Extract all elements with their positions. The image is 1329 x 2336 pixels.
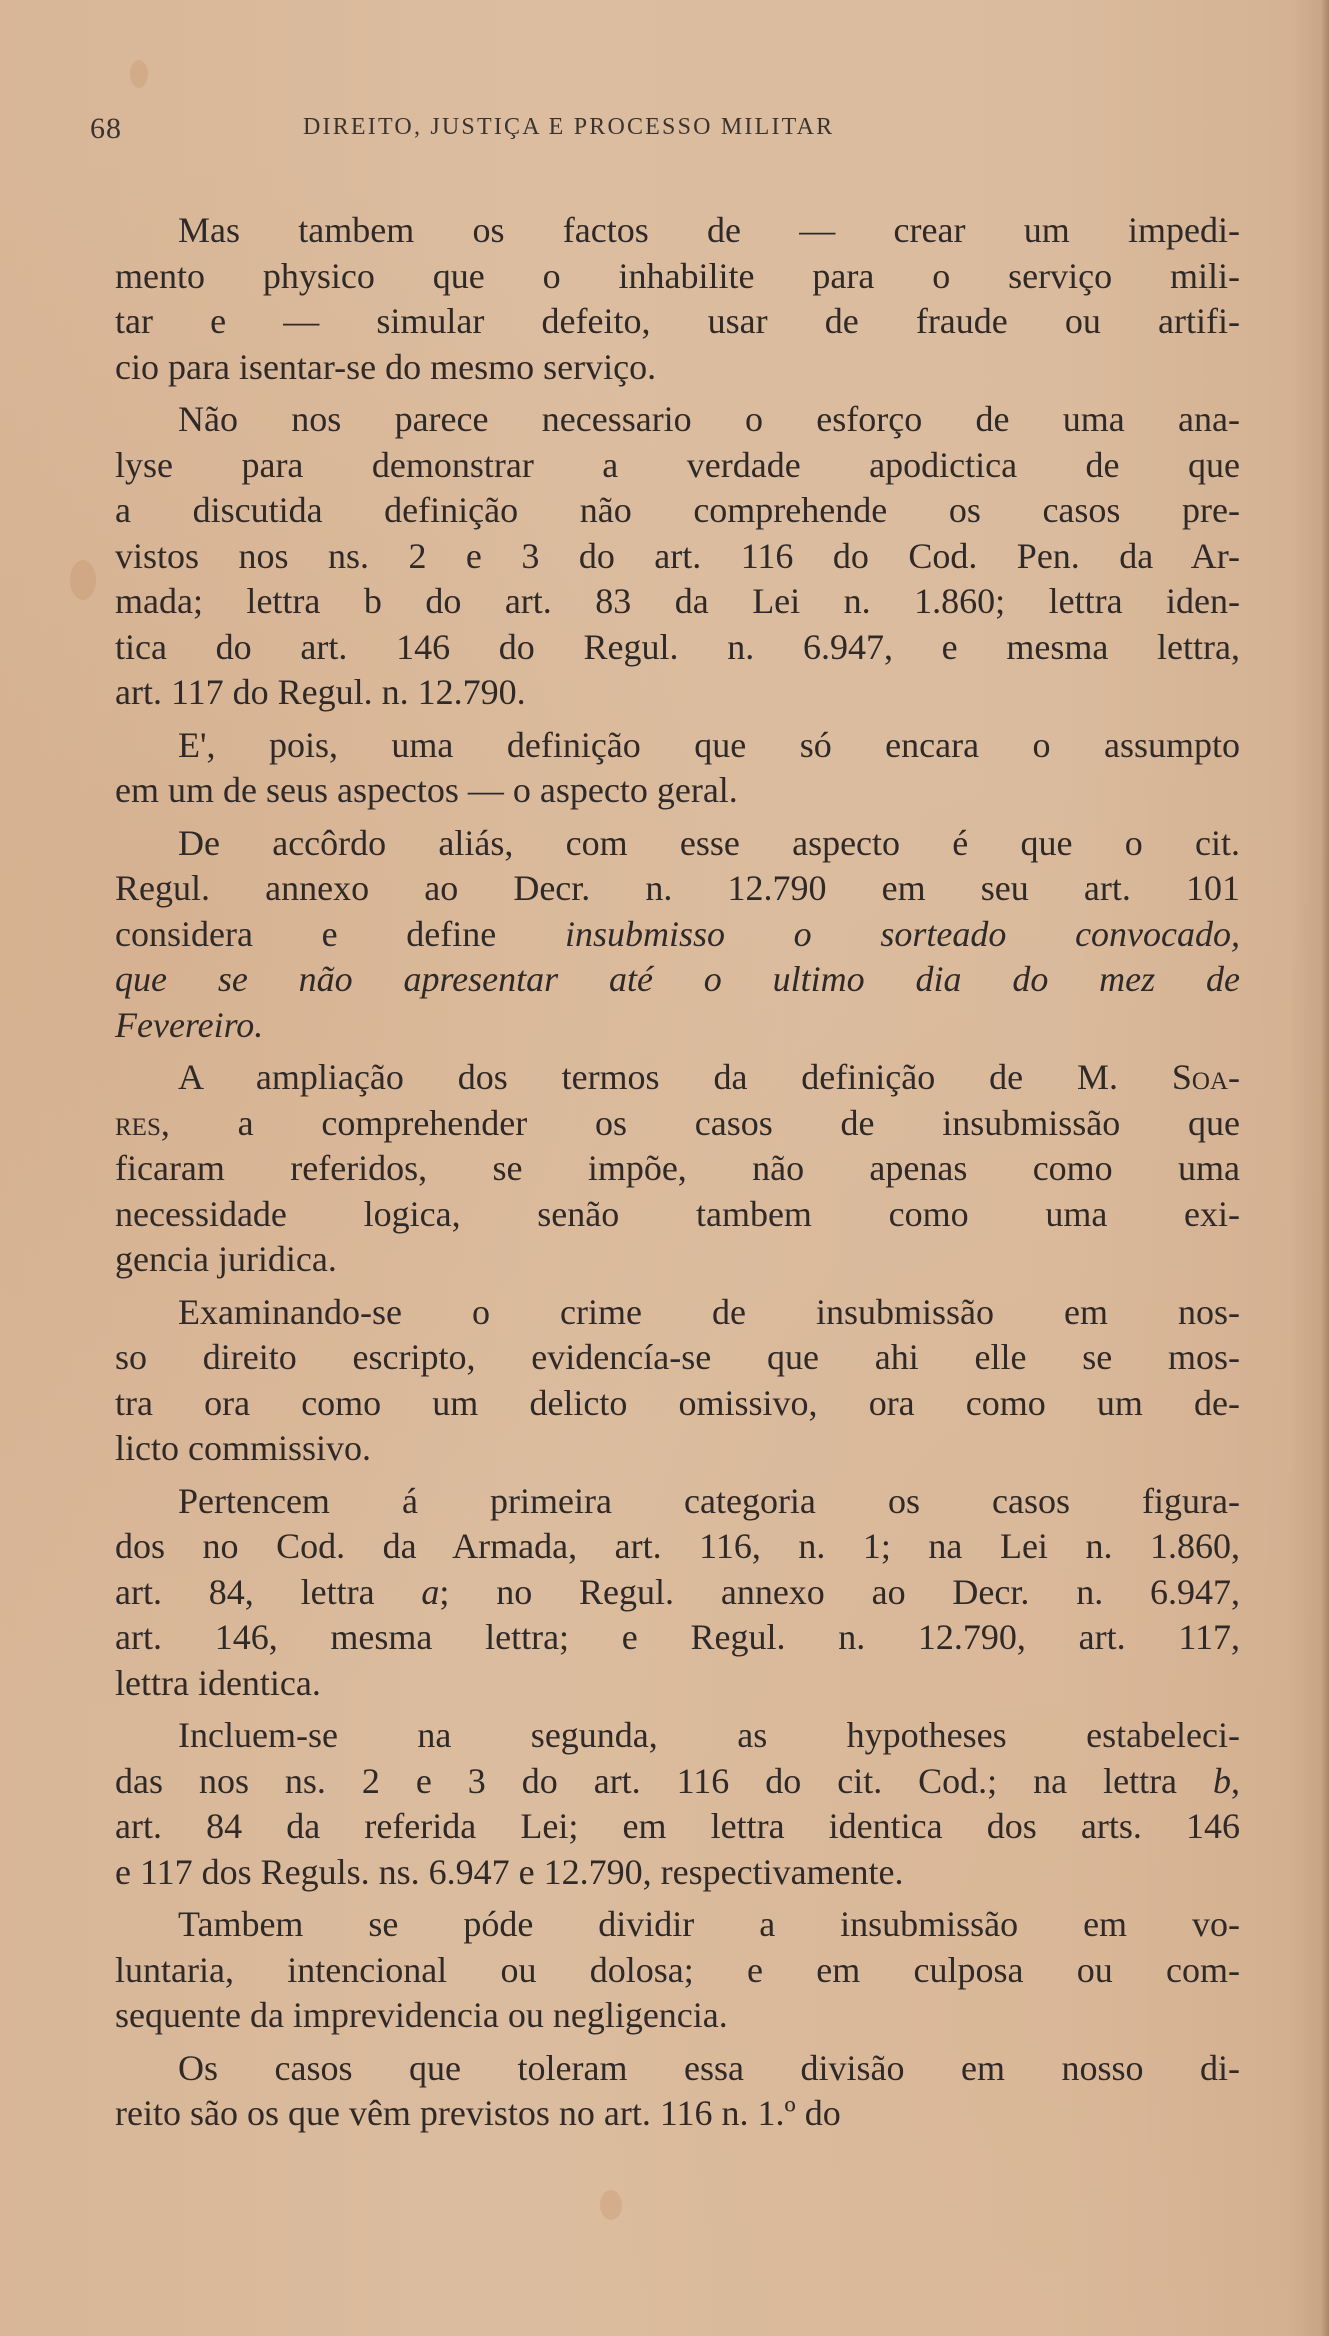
text-line: mento physico que o inhabilite para o serviço mili- [115,255,1240,296]
text-line: considera e define insubmisso o sorteado convocado, [115,913,1240,954]
paragraph [115,723,1240,814]
text-line: cio para isentar-se do mesmo serviço. [115,346,657,387]
text-line: mada; lettra b do art. 83 da Lei n. 1.860; lettra iden- [115,581,1240,621]
text-line: Pertencem á primeira categoria os casos figura- [178,1480,1240,1521]
text-line: De accôrdo aliás, com esse aspecto é que o cit. [178,822,1240,863]
text-line: a discutida definição não comprehende os casos pre- [115,490,1240,530]
text-line: Regul. annexo ao Decr. n. 12.790 em seu art. 101 [115,868,1240,908]
paper-stain [70,560,96,600]
text-line: que se não apresentar até o ultimo dia do mez de [115,959,1240,999]
text-line: das nos ns. 2 e 3 do art. 116 do cit. Cod.; na lettra b, [115,1760,1240,1801]
text-line: art. 84 da referida Lei; em lettra identica dos arts. 146 [115,1806,1240,1846]
text-line: art. 146, mesma lettra; e Regul. n. 12.790, art. 117, [115,1617,1240,1657]
text-line: E', pois, uma definição que só encara o assumpto [178,724,1240,765]
text-line: Os casos que toleram essa divisão em nosso di- [178,2047,1240,2088]
paragraph [115,1055,1240,1283]
italic-phrase: insubmisso o sorteado convocado, [564,913,1240,954]
text-line: Tambem se póde dividir a insubmissão em vo- [178,1904,1240,1944]
text-line: em um de seus aspectos — o aspecto geral. [115,770,738,810]
paragraph [115,1902,1240,2039]
small-caps-name: res [115,1102,161,1143]
page-header [90,112,1240,152]
body-text [115,208,1240,2144]
paragraph [115,2046,1240,2137]
paragraph [115,1479,1240,1707]
page-edge-shadow [1321,0,1329,2336]
text-line: art. 117 do Regul. n. 12.790. [115,672,526,712]
paper-stain [600,2190,622,2220]
text-line: luntaria, intencional ou dolosa; e em culposa ou com- [115,1949,1240,1990]
text-line: Incluem-se na segunda, as hypotheses estabeleci- [178,1715,1240,1755]
text-line: res, a comprehender os casos de insubmissão que [115,1102,1240,1143]
text-line: sequente da imprevidencia ou negligencia. [115,1995,728,2035]
text-line: Fevereiro. [115,1004,264,1045]
text-line: ficaram referidos, se impõe, não apenas como uma [115,1148,1240,1188]
text-line: Mas tambem os factos de — crear um impedi- [178,210,1240,250]
running-title: DIREITO, JUSTIÇA E PROCESSO MILITAR [303,114,835,140]
text-line: so direito escripto, evidencía-se que ahi elle se mos- [115,1337,1240,1377]
italic-letter: b [1213,1760,1231,1801]
text-line: dos no Cod. da Armada, art. 116, n. 1; na Lei n. 1.860, [115,1526,1240,1566]
text-line: reito são os que vêm previstos no art. 116 n. 1.º do [115,2093,841,2133]
text-line: licto commissivo. [115,1428,371,1468]
text-line: Não nos parece necessario o esforço de uma ana- [178,399,1240,439]
small-caps-name: Soa- [1171,1057,1240,1097]
text-line: A ampliação dos termos da definição de M. Soa- [178,1057,1240,1097]
text-line: necessidade logica, senão tambem como uma exi- [115,1193,1240,1234]
text-line: e 117 dos Reguls. ns. 6.947 e 12.790, respectivamente. [115,1851,904,1892]
italic-letter: a [421,1571,440,1612]
paragraph [115,1290,1240,1472]
text-line: lettra identica. [115,1662,321,1703]
paragraph [115,1713,1240,1895]
paragraph [115,208,1240,390]
paragraph [115,397,1240,716]
text-line: vistos nos ns. 2 e 3 do art. 116 do Cod. Pen. da Ar- [115,535,1240,576]
text-line: tar e — simular defeito, usar de fraude ou artifi- [115,301,1240,341]
text-line: tica do art. 146 do Regul. n. 6.947, e mesma lettra, [115,626,1240,667]
text-line: tra ora como um delicto omissivo, ora como um de- [115,1382,1240,1423]
text-line: Examinando-se o crime de insubmissão em nos- [178,1291,1240,1332]
text-line: gencia juridica. [115,1239,337,1279]
text-line: art. 84, lettra a; no Regul. annexo ao Decr. n. 6.947, [115,1571,1241,1612]
paper-stain [130,60,148,88]
text-line: lyse para demonstrar a verdade apodictica de que [115,444,1240,485]
paragraph [115,821,1240,1049]
page-number: 68 [90,112,122,145]
